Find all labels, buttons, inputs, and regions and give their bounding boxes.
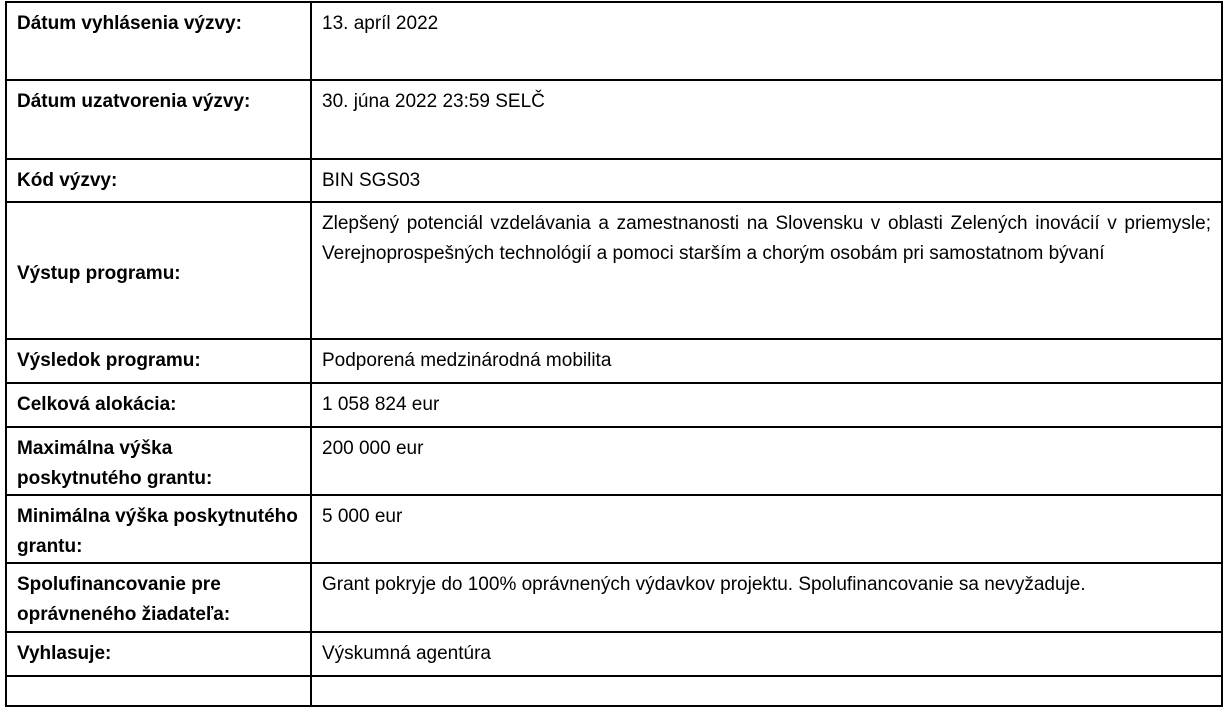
table-row — [6, 632, 1222, 676]
row-value: 1 058 824 eur — [311, 383, 1222, 427]
call-info-table — [5, 1, 1223, 707]
row-label: Dátum vyhlásenia výzvy: — [6, 2, 311, 80]
row-value: 13. apríl 2022 — [311, 2, 1222, 80]
table-row — [6, 427, 1222, 495]
row-value — [311, 676, 1222, 706]
row-value: Grant pokryje do 100% oprávnených výdavkov projektu. Spolufinancovanie sa nevyžaduje. — [311, 563, 1222, 632]
row-value: BIN SGS03 — [311, 159, 1222, 202]
row-label: Výsledok programu: — [6, 339, 311, 383]
row-label — [6, 676, 311, 706]
table-row — [6, 383, 1222, 427]
table-row — [6, 159, 1222, 202]
row-label: Vyhlasuje: — [6, 632, 311, 676]
table-row — [6, 2, 1222, 80]
table-row — [6, 202, 1222, 339]
row-label: Kód výzvy: — [6, 159, 311, 202]
row-label: Spolufinancovanie pre oprávneného žiadateľa: — [6, 563, 311, 632]
table-row — [6, 495, 1222, 563]
row-label: Celková alokácia: — [6, 383, 311, 427]
table-row — [6, 676, 1222, 706]
row-value: Výskumná agentúra — [311, 632, 1222, 676]
row-label: Dátum uzatvorenia výzvy: — [6, 80, 311, 159]
row-value: 30. júna 2022 23:59 SELČ — [311, 80, 1222, 159]
table-row — [6, 563, 1222, 632]
table-row — [6, 80, 1222, 159]
row-value: 5 000 eur — [311, 495, 1222, 563]
row-label: Maximálna výška poskytnutého grantu: — [6, 427, 311, 495]
row-value: Zlepšený potenciál vzdelávania a zamestnanosti na Slovensku v oblasti Zelených inovácií v priemysle; Verejnoprospešných technológií a pomoci starším a chorým osobám pri samostatnom bývaní — [311, 202, 1222, 339]
table-row — [6, 339, 1222, 383]
row-value: Podporená medzinárodná mobilita — [311, 339, 1222, 383]
row-label: Výstup programu: — [6, 202, 311, 339]
row-label: Minimálna výška poskytnutého grantu: — [6, 495, 311, 563]
row-value: 200 000 eur — [311, 427, 1222, 495]
